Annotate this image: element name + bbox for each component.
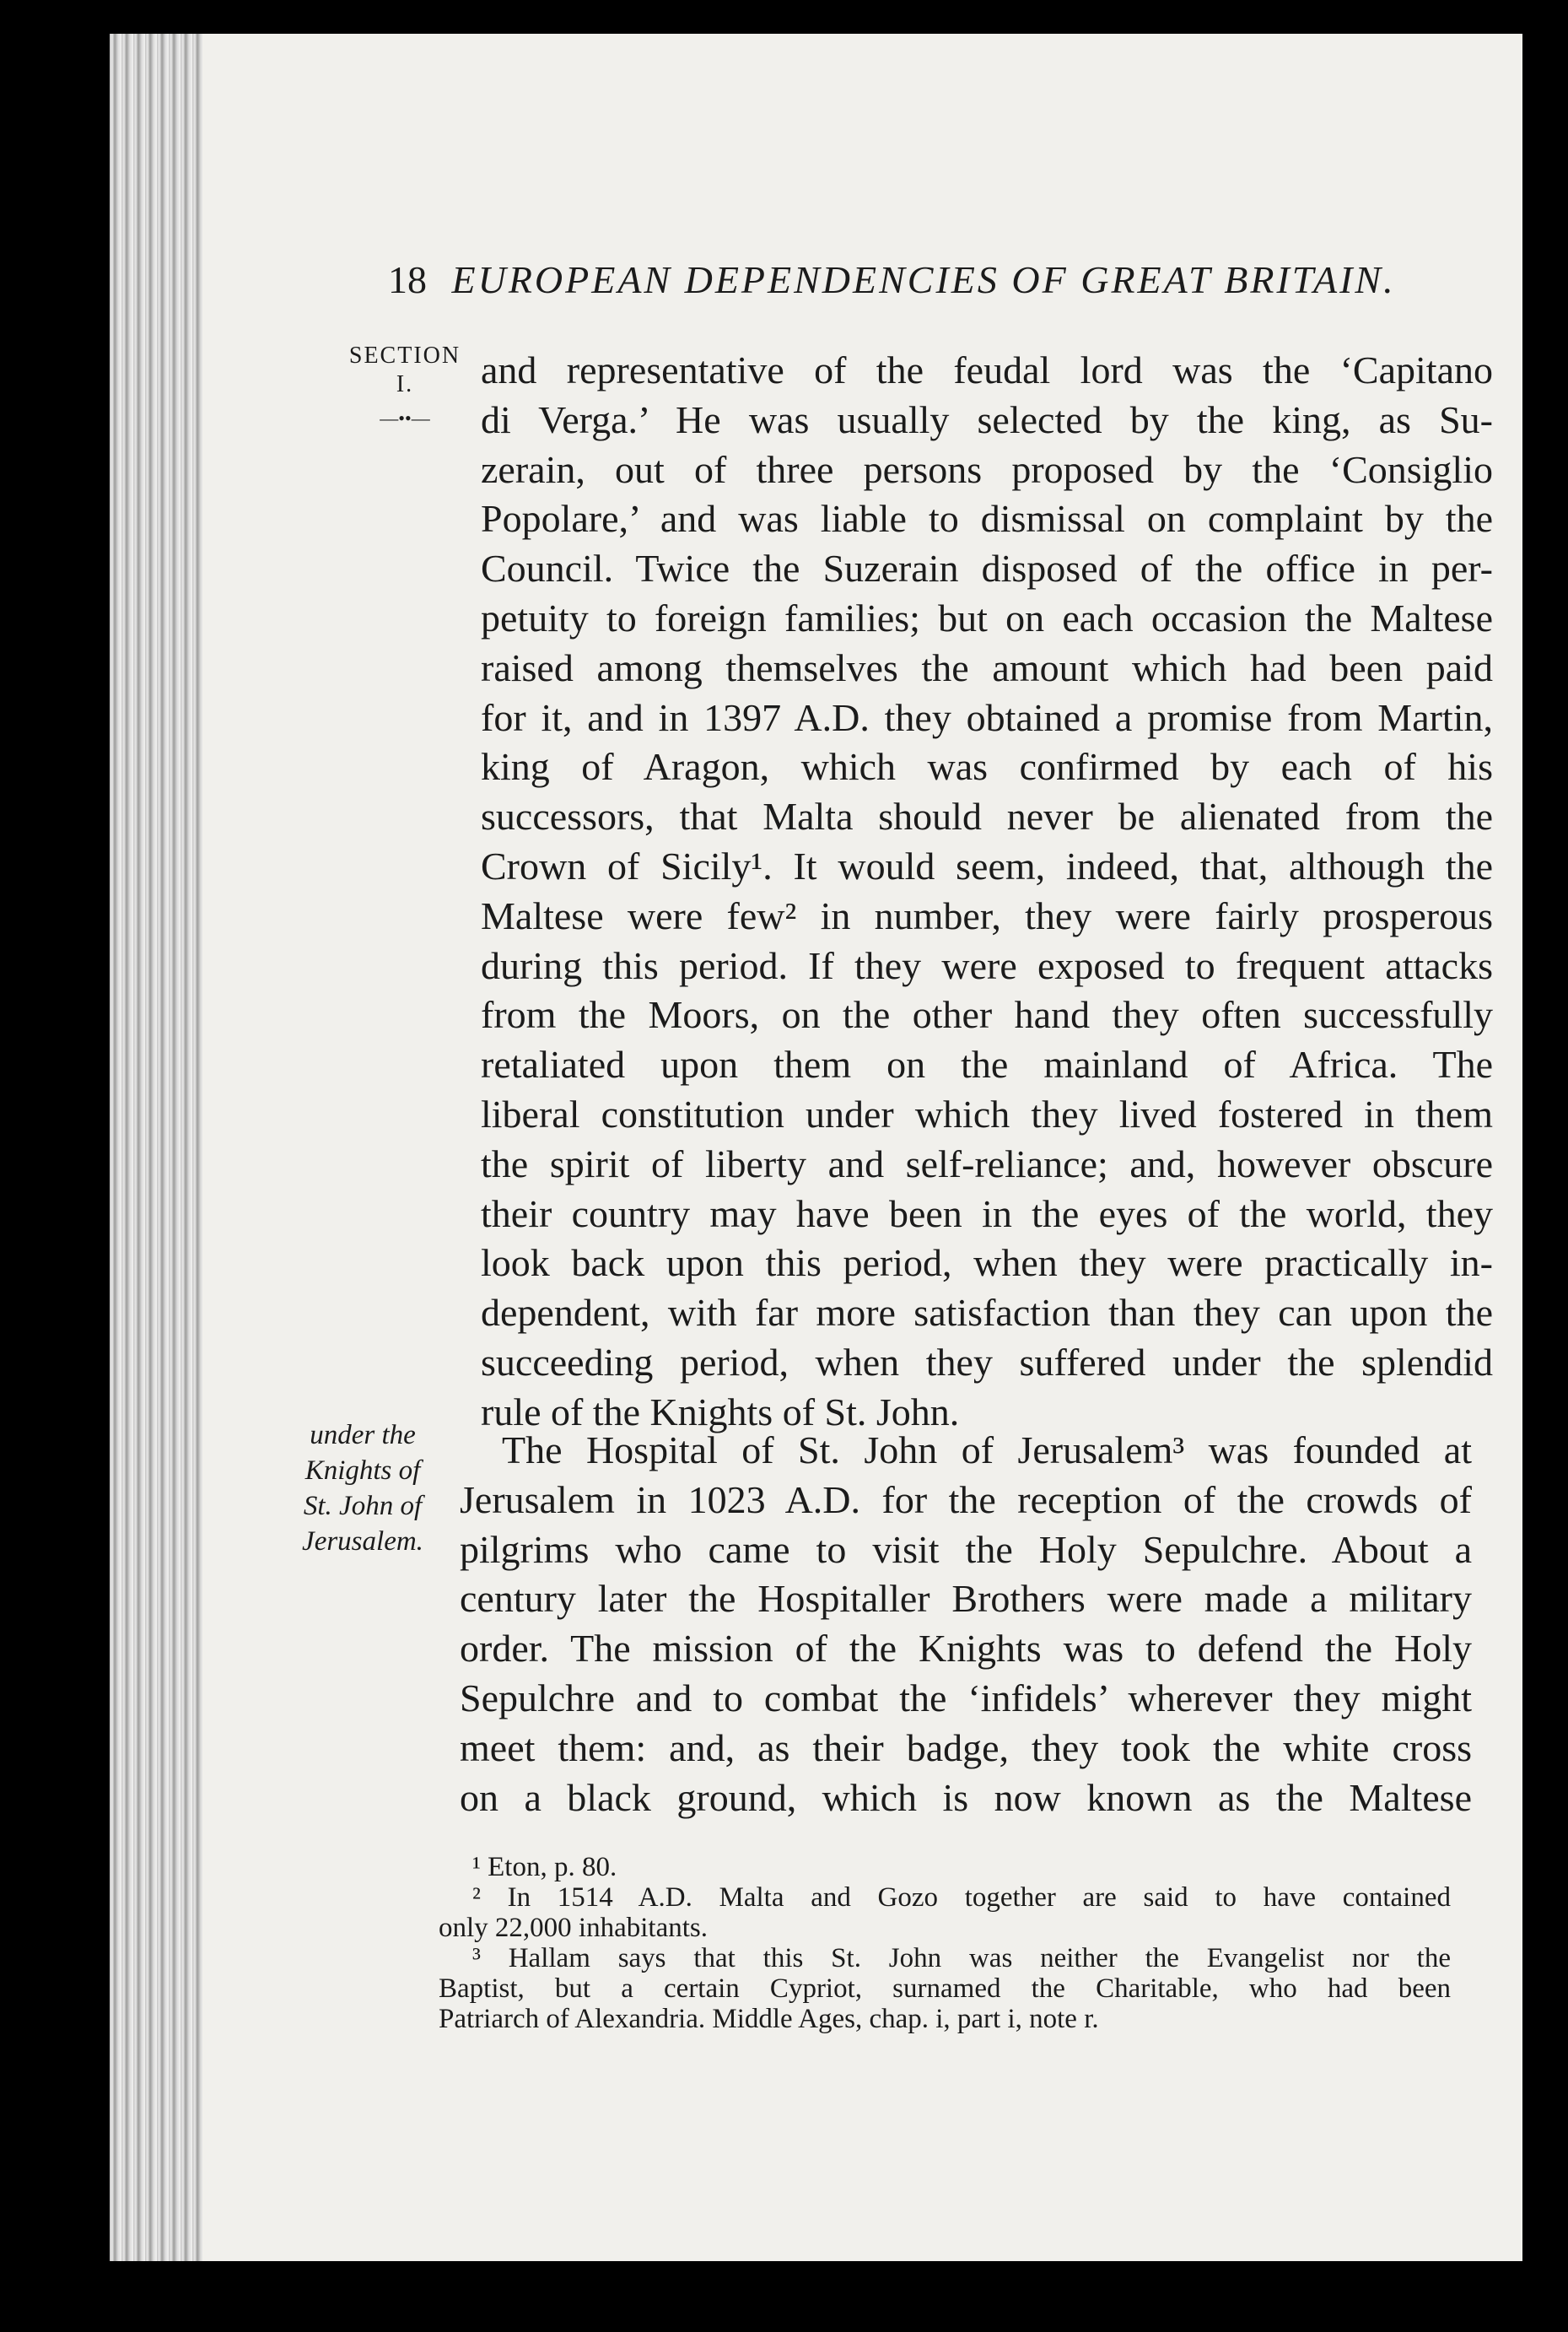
margin-sidenote	[278, 1417, 447, 1559]
text-line: their country may have been in the eyes of the world, they	[481, 1191, 1493, 1235]
running-title: EUROPEAN DEPENDENCIES OF GREAT BRITAIN.	[451, 258, 1396, 301]
paragraph-1	[481, 346, 1493, 1438]
text-line: Crown of Sicily¹. It would seem, indeed, that, although the	[481, 844, 1493, 888]
running-head	[388, 257, 1518, 302]
text-line: Popolare,’ and was liable to dismissal on complaint by the	[481, 497, 1493, 541]
section-word: SECTION	[348, 343, 461, 369]
text-line: liberal constitution under which they lived fostered in them	[481, 1092, 1493, 1136]
footnote-line: only 22,000 inhabitants.	[439, 1913, 708, 1943]
text-line: pilgrims who came to visit the Holy Sepulchre. About a	[460, 1527, 1472, 1571]
sidenote-line: St. John of	[303, 1491, 423, 1521]
section-label	[342, 342, 468, 433]
page-gutter-shadow	[110, 34, 202, 2261]
text-line: Sepulchre and to combat the ‘infidels’ wherever they might	[460, 1676, 1472, 1719]
footnote-line: Patriarch of Alexandria. Middle Ages, chap. i, part i, note r.	[439, 2004, 1099, 2034]
text-line: raised among themselves the amount which had been paid	[481, 645, 1493, 689]
footnote-line: Baptist, but a certain Cypriot, surnamed the Charitable, who had been	[439, 1973, 1451, 2004]
text-line: successors, that Malta should never be alienated from the	[481, 795, 1493, 839]
text-line: meet them: and, as their badge, they took the white cross	[460, 1725, 1472, 1769]
text-line: di Verga.’ He was usually selected by the king, as Su-	[481, 397, 1493, 441]
text-line: on a black ground, which is now known as the Maltese	[460, 1775, 1472, 1819]
sidenote-line: Knights of	[304, 1455, 421, 1486]
text-line: century later the Hospitaller Brothers were made a military	[460, 1577, 1472, 1621]
section-ornament: —••—	[380, 408, 430, 429]
footnote-1	[439, 1852, 1451, 1882]
text-line: petuity to foreign families; but on each occasion the Maltese	[481, 596, 1493, 640]
paragraph-2	[460, 1426, 1472, 1822]
text-line: Jerusalem in 1023 A.D. for the reception of the crowds of	[460, 1477, 1472, 1521]
footnote-line: ¹ Eton, p. 80.	[472, 1852, 617, 1882]
section-numeral: I.	[396, 371, 414, 397]
footnote-line: ³ Hallam says that this St. John was neither the Evangelist nor the	[472, 1943, 1451, 1973]
text-line: from the Moors, on the other hand they often successfully	[481, 993, 1493, 1037]
page-number: 18	[388, 258, 427, 301]
text-line: and representative of the feudal lord was the ‘Capitano	[481, 348, 1493, 391]
text-line: king of Aragon, which was confirmed by each of his	[481, 745, 1493, 789]
footnote-3	[439, 1943, 1451, 2034]
sidenote-line: under the	[310, 1420, 416, 1450]
text-line: zerain, out of three persons proposed by the ‘Consiglio	[481, 447, 1493, 491]
text-line: Maltese were few² in number, they were fairly prosperous	[481, 893, 1493, 937]
footnotes	[439, 1852, 1451, 2034]
text-line: retaliated upon them on the mainland of Africa. The	[481, 1043, 1493, 1087]
text-line: rule of the Knights of St. John.	[481, 1390, 960, 1433]
text-line: The Hospital of St. John of Jerusalem³ was founded at	[502, 1428, 1472, 1471]
text-line: order. The mission of the Knights was to defend the Holy	[460, 1627, 1472, 1671]
text-line: dependent, with far more satisfaction than they can upon the	[481, 1291, 1493, 1335]
footnote-2	[439, 1882, 1451, 1943]
text-line: Council. Twice the Suzerain disposed of the office in per-	[481, 547, 1493, 591]
sidenote-line: Jerusalem.	[302, 1526, 423, 1557]
text-line: during this period. If they were exposed to frequent attacks	[481, 943, 1493, 987]
text-line: the spirit of liberty and self-reliance; and, however obscure	[481, 1142, 1493, 1185]
text-line: for it, and in 1397 A.D. they obtained a promise from Martin,	[481, 695, 1493, 739]
text-line: look back upon this period, when they were practically in-	[481, 1241, 1493, 1285]
footnote-line: ² In 1514 A.D. Malta and Gozo together are said to have contained	[472, 1882, 1451, 1913]
text-line: succeeding period, when they suffered under the splendid	[481, 1340, 1493, 1384]
